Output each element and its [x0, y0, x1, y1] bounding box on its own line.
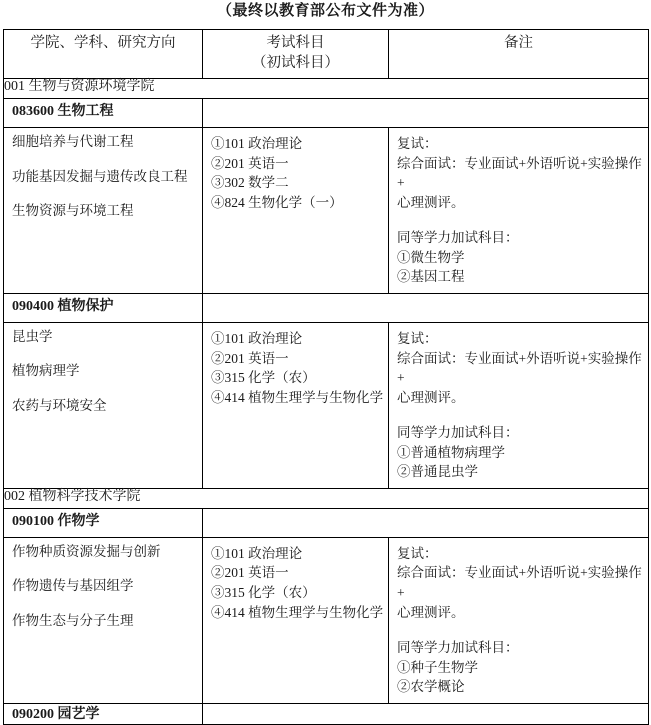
exam-subjects-cell — [203, 537, 389, 703]
header-cell-col2 — [203, 30, 389, 79]
page-title: （最终以教育部公布文件为准） — [216, 3, 434, 19]
retest-description: 综合面试：专业面试+外语听说+实验操作+ — [397, 350, 642, 386]
header-label-remarks: 备注 — [504, 35, 533, 51]
exam-subject: ③315 化学（农） — [211, 585, 316, 600]
research-directions-cell — [4, 322, 203, 488]
research-direction: 功能基因发掘与遗传改良工程 — [12, 168, 188, 184]
exam-subject: ④824 生物化学（一） — [211, 194, 343, 210]
supplementary-exam-item: ①普通植物病理学 — [397, 444, 505, 460]
exam-subject: ④414 植物生理学与生物化学 — [211, 604, 384, 620]
retest-description-cont: 心理测评。 — [397, 389, 465, 405]
remark-spacer — [397, 407, 642, 423]
supplementary-exam-item: ②基因工程 — [397, 269, 465, 285]
college-row — [4, 488, 649, 508]
remark-spacer — [397, 622, 642, 638]
research-direction: 细胞培养与代谢工程 — [12, 134, 134, 149]
admissions-table — [3, 29, 649, 725]
header-label-college-discipline-direction: 学院、学科、研究方向 — [30, 35, 176, 51]
exam-subject: ①101 政治理论 — [211, 136, 303, 151]
supplementary-exam-item: ②农学概论 — [397, 679, 465, 695]
supplementary-exam-item: ②普通昆虫学 — [397, 464, 478, 480]
research-direction: 植物病理学 — [12, 363, 80, 379]
remarks-cell — [389, 537, 649, 703]
exam-subject: ③302 数学二 — [211, 175, 289, 191]
research-direction: 作物生态与分子生理 — [12, 612, 134, 628]
college-row — [4, 79, 649, 99]
discipline-blank-cell — [203, 293, 649, 322]
discipline-code-name: 090200 园艺学 — [4, 703, 203, 724]
exam-subject: ②201 英语一 — [211, 155, 289, 171]
remarks-cell — [389, 322, 649, 488]
exam-subject: ①101 政治理论 — [211, 545, 303, 561]
research-directions-cell — [4, 128, 203, 294]
retest-label: 复试： — [397, 545, 438, 561]
exam-subjects-cell — [203, 322, 389, 488]
research-direction: 作物种质资源发掘与创新 — [12, 543, 161, 559]
discipline-row-partial — [4, 703, 649, 724]
retest-description-cont: 心理测评。 — [397, 194, 465, 210]
research-direction: 生物资源与环境工程 — [12, 203, 134, 219]
discipline-blank-cell — [203, 99, 649, 128]
header-label-exam-subjects-sub: （初试科目） — [252, 54, 339, 71]
discipline-code-name: 090100 作物学 — [4, 508, 203, 537]
table-row — [4, 128, 649, 294]
exam-subject: ②201 英语一 — [211, 565, 289, 581]
exam-subjects-cell — [203, 128, 389, 294]
discipline-blank-cell — [203, 703, 649, 724]
research-direction: 昆虫学 — [12, 328, 53, 344]
research-directions-cell — [4, 537, 203, 703]
exam-subject: ②201 英语一 — [211, 350, 289, 366]
remark-spacer — [397, 212, 642, 228]
supplementary-exam-label: 同等学力加试科目： — [397, 425, 519, 441]
exam-subject: ④414 植物生理学与生物化学 — [211, 389, 384, 405]
retest-label: 复试： — [397, 136, 438, 151]
discipline-row — [4, 508, 649, 537]
header-label-exam-subjects: 考试科目 — [266, 35, 325, 51]
table-row — [4, 322, 649, 488]
exam-subject: ①101 政治理论 — [211, 330, 303, 346]
college-name: 002 植物科学技术学院 — [4, 488, 649, 508]
header-cell-col3 — [389, 30, 649, 79]
research-direction: 作物遗传与基因组学 — [12, 578, 134, 594]
discipline-row — [4, 293, 649, 322]
table-row — [4, 537, 649, 703]
college-name: 001 生物与资源环境学院 — [4, 79, 649, 99]
supplementary-exam-label: 同等学力加试科目： — [397, 230, 519, 246]
discipline-code-name: 083600 生物工程 — [4, 99, 203, 128]
retest-description: 综合面试：专业面试+外语听说+实验操作+ — [397, 565, 642, 600]
supplementary-exam-item: ①种子生物学 — [397, 659, 478, 675]
exam-subject: ③315 化学（农） — [211, 370, 316, 386]
discipline-code-name: 090400 植物保护 — [4, 293, 203, 322]
retest-description-cont: 心理测评。 — [397, 604, 465, 620]
remarks-cell — [389, 128, 649, 294]
discipline-blank-cell — [203, 508, 649, 537]
retest-description: 综合面试：专业面试+外语听说+实验操作+ — [397, 155, 642, 191]
discipline-row — [4, 99, 649, 128]
table-header-row — [4, 30, 649, 79]
supplementary-exam-item: ①微生物学 — [397, 249, 465, 265]
supplementary-exam-label: 同等学力加试科目： — [397, 640, 519, 656]
header-cell-col1 — [4, 30, 203, 79]
research-direction: 农药与环境安全 — [12, 397, 107, 413]
retest-label: 复试： — [397, 330, 438, 346]
